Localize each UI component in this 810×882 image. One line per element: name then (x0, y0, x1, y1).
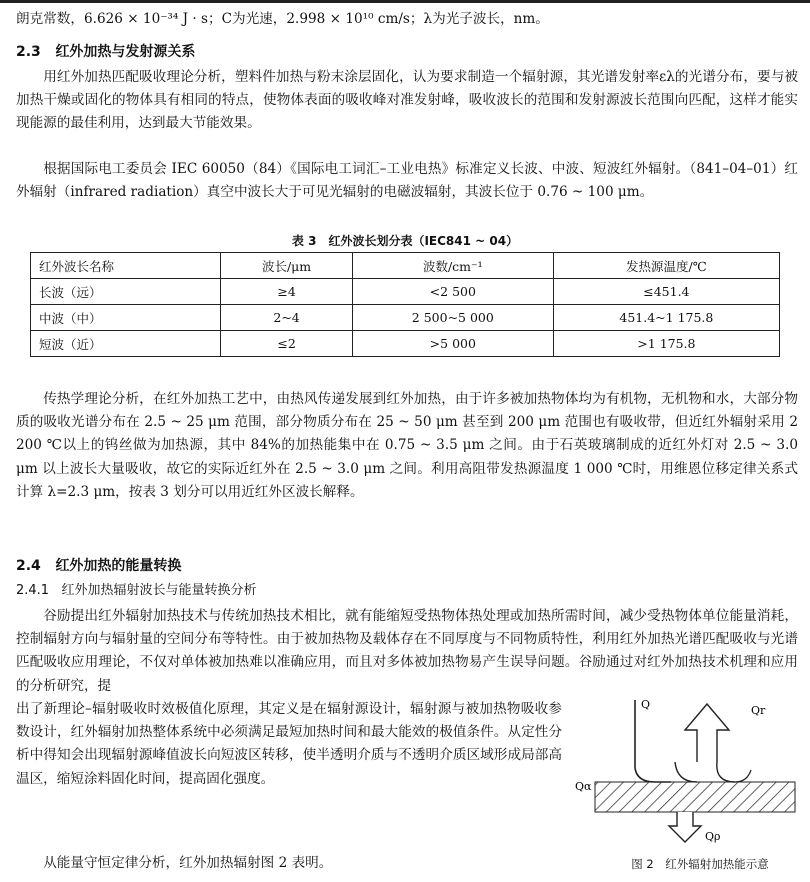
material-slab (595, 782, 795, 812)
paragraph-iec-definition: 根据国际电工委员会 IEC 60050（84）《国际电工词汇–工业电热》标准定义长波、中波、短波红外辐射。（841–04–01）红外辐射（infrared radiation）真空中波长大于可见光辐射的电磁波辐射，其波长位于 0.76 ~ 100 μm。 (16, 161, 798, 201)
paragraph-guli-theory: 谷励提出红外辐射加热技术与传统加热技术相比，就有能缩短受热物体热处理或加热所需时间，减少受热物体单位能量消耗，控制辐射方向与辐射量的空间分布等特性。由于被加热物及载体存在不同厚度与不同物质特性，利用红外加热光谱匹配吸收与光谱匹配吸收应用理论，不仅对单体被加热难以准确应用，而且对多体被加热物易产生误导问题。谷励通过对红外加热技术机理和应用的分析研究，提 (16, 608, 798, 694)
paragraph-matching-theory: 用红外加热匹配吸收理论分析，塑料件加热与粉末涂层固化，认为要求制造一个辐射源，其光谱发射率ελ的光谱分布，要与被加热干燥或固化的物体具有相同的特点，使物体表面的吸收峰对准发射峰，吸收波长的范围和发射源波长范围向匹配，这样才能实现能源的最佳利用，达到最大节能效果。 (16, 69, 798, 132)
table-cell: 长波（远） (31, 279, 221, 305)
infrared-heating-energy-diagram (575, 690, 800, 850)
table-cell: >1 175.8 (553, 331, 779, 357)
table-cell: 451.4~1 175.8 (553, 305, 779, 331)
table-cell: <2 500 (352, 279, 553, 305)
table-row (31, 305, 780, 331)
infrared-wavelength-table (30, 252, 780, 357)
edge-curve (735, 770, 751, 782)
subsection-number: 2.4.1 (16, 583, 50, 598)
table-row (31, 331, 780, 357)
transmission-arrow (669, 812, 701, 842)
label-qrho: Qρ (705, 830, 721, 843)
paragraph-heat-transfer: 传热学理论分析，在红外加热工艺中，由热风传递发展到红外加热，由于许多被加热物体均为有机物，无机物和水，大部分物质的吸收光谱分布在 2.5 ~ 25 μm 范围，部分物质分布在 25 ~ 50 μm 甚至到 200 μm 范围也有吸收带，但近红外辐射采用 2 200 ℃以上的钨丝做为加热源，其中 84%的加热能集中在 0.75 ~ 3.5 μm 之间。由于石英玻璃制成的近红外灯对 2.5 ~ 3.0 μm 以上波长大量吸收，故它的实际近红外在 2.5 ~ 3.0 μm 之间。利用高阻带发热源温度 1 000 ℃时，用维恩位移定律关系式计算 λ=2.3 μm，按表 3 划分可以用近红外区波长解释。 (16, 391, 798, 500)
header-rule (0, 0, 810, 3)
label-q: Q (641, 698, 651, 711)
table-cell: 2 500~5 000 (352, 305, 553, 331)
subsection-heading-2-4-1 (16, 581, 257, 601)
absorption-path (635, 768, 671, 782)
section-title: 红外加热的能量转换 (55, 558, 182, 574)
section-heading-2-4 (16, 556, 181, 576)
section-number: 2.3 (16, 44, 41, 60)
paragraph-extremum-principle: 出了新理论–辐射吸收时效极值化原理，其定义是在辐射源设计，辐射源与被加热物吸收参数设计，红外辐射加热整体系统中必须满足最短加热时间和最大能效的极值条件。从定性分析中得知会出现辐射源峰值波长向短波区转移，使半透明介质与不透明介质区域形成局部高温区，缩短涂料固化时间，提高固化强度。 (16, 701, 562, 787)
column-header: 波数/cm⁻¹ (352, 253, 553, 279)
column-header: 发热源温度/℃ (553, 253, 779, 279)
table-caption: 表 3 红外波长划分表（IEC841 ~ 04） (291, 234, 519, 248)
table-cell: >5 000 (352, 331, 553, 357)
table-row (31, 279, 780, 305)
subsection-title: 红外加热辐射波长与能量转换分析 (61, 583, 257, 598)
table-cell: 2~4 (221, 305, 353, 331)
table-cell: 短波（近） (31, 331, 221, 357)
column-header: 波长/μm (221, 253, 353, 279)
section-heading-2-3 (16, 42, 195, 62)
table-cell: ≤451.4 (553, 279, 779, 305)
paragraph-energy-conservation: 从能量守恒定律分析，红外加热辐射图 2 表明。 (43, 855, 333, 871)
label-qalpha: Qα (575, 780, 592, 793)
table-cell: ≥4 (221, 279, 353, 305)
section-title: 红外加热与发射源关系 (55, 44, 196, 60)
label-qr: Qr (751, 704, 766, 717)
column-header: 红外波长名称 (31, 253, 221, 279)
text-line-constants: 朗克常数，6.626 × 10⁻³⁴ J · s；C为光速，2.998 × 10¹⁰ cm/s；λ为光子波长，nm。 (16, 11, 549, 27)
table-header-row (31, 253, 780, 279)
table-cell: ≤2 (221, 331, 353, 357)
table-cell: 中波（中） (31, 305, 221, 331)
reflection-arrow (675, 704, 735, 782)
figure-caption: 图 2 红外辐射加热能示意 (631, 857, 769, 871)
section-number: 2.4 (16, 558, 41, 574)
